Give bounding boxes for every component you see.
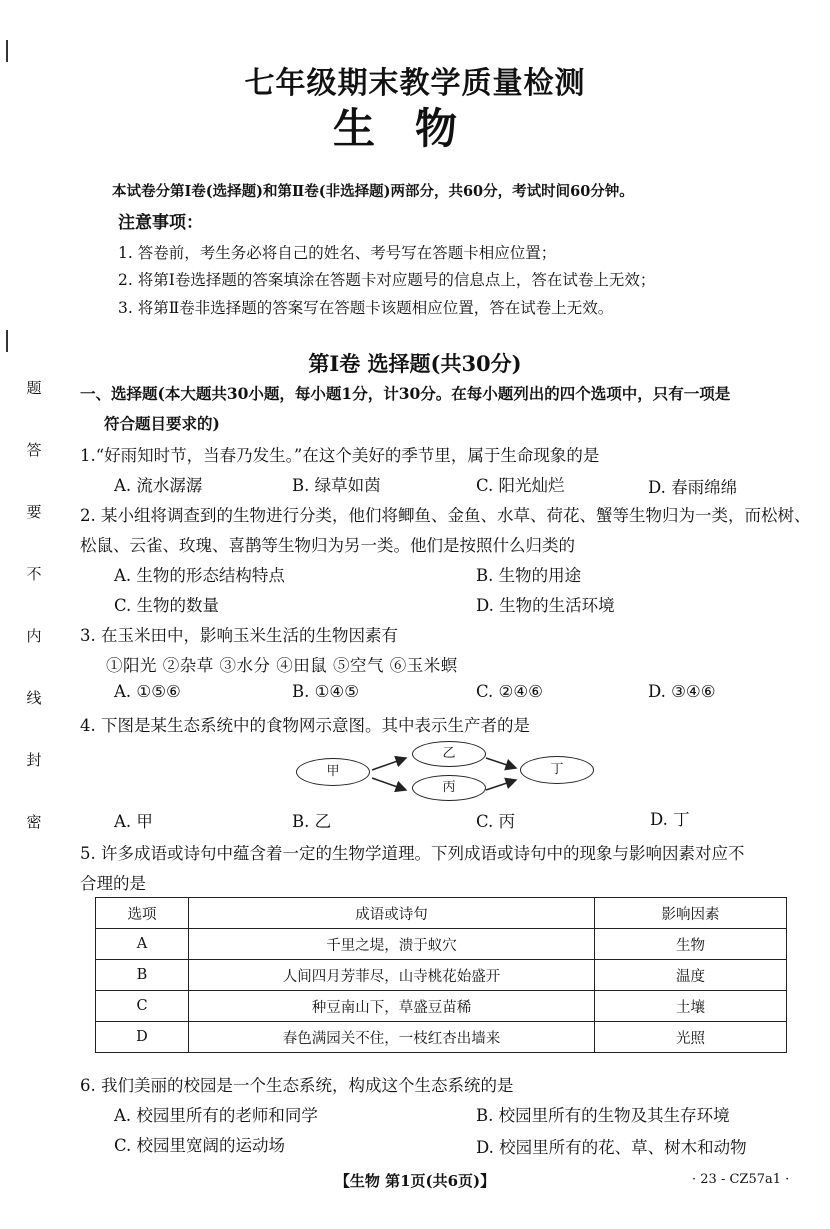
paper-code: · 23 - CZ57a1 · — [692, 1172, 790, 1187]
table-header-row — [96, 898, 787, 929]
table-cell: C — [96, 991, 189, 1022]
table-row — [96, 991, 787, 1022]
question-stem: 松鼠、云雀、玫瑰、喜鹊等生物归为另一类。他们是按照什么归类的 — [80, 536, 575, 555]
table-cell: B — [96, 960, 189, 991]
exam-intro: 本试卷分第Ⅰ卷(选择题)和第Ⅱ卷(非选择题)两部分，共60分，考试时间60分钟。 — [112, 183, 634, 200]
instruction-line: 一、选择题(本大题共30小题，每小题1分，计30分。在每小题列出的四个选项中，只有一项是 — [80, 384, 731, 403]
table-row — [96, 960, 787, 991]
table-cell: 温度 — [595, 960, 787, 991]
notes-title: 注意事项： — [118, 213, 203, 233]
seal-char: 题 — [26, 379, 42, 397]
food-web-node-yi: 乙 — [412, 741, 486, 767]
seal-char: 内 — [26, 627, 42, 645]
table-cell: D — [96, 1022, 189, 1053]
question-stem: 1.“好雨知时节，当春乃发生。”在这个美好的季节里，属于生命现象的是 — [80, 446, 600, 465]
table-cell: A — [96, 929, 189, 960]
option: A. ①⑤⑥ — [114, 682, 181, 701]
instruction-line: 符合题目要求的) — [104, 414, 220, 433]
option: B. 生物的用途 — [476, 566, 582, 585]
seal-line-label — [26, 380, 42, 876]
seal-char: 不 — [26, 565, 42, 583]
table-cell: 种豆南山下，草盛豆苗稀 — [189, 991, 595, 1022]
question-stem: 3. 在玉米田中，影响玉米生活的生物因素有 — [80, 626, 398, 645]
food-web-node-bing: 丙 — [412, 775, 486, 801]
table-cell: 千里之堤，溃于蚁穴 — [189, 929, 595, 960]
seal-char: 要 — [26, 503, 42, 521]
option: D. ③④⑥ — [648, 682, 716, 701]
seal-char: 封 — [26, 751, 42, 769]
option: B. 乙 — [292, 812, 332, 831]
table-cell: 土壤 — [595, 991, 787, 1022]
option: C. 阳光灿烂 — [476, 476, 565, 495]
seal-char: 密 — [26, 813, 42, 831]
seal-char: 答 — [26, 441, 42, 459]
option: D. 生物的生活环境 — [476, 596, 615, 615]
note-item: 3. 将第Ⅱ卷非选择题的答案写在答题卡该题相应位置，答在试卷上无效。 — [118, 299, 614, 317]
option: C. 丙 — [476, 812, 516, 831]
table-header: 影响因素 — [595, 898, 787, 929]
option: B. ①④⑤ — [292, 682, 359, 701]
option: A. 生物的形态结构特点 — [114, 566, 285, 585]
note-item: 1. 答卷前，考生务必将自己的姓名、考号写在答题卡相应位置； — [118, 244, 557, 262]
factor-list: ①阳光 ②杂草 ③水分 ④田鼠 ⑤空气 ⑥玉米螟 — [106, 656, 458, 675]
option: A. 流水潺潺 — [114, 476, 203, 495]
food-web-node-jia: 甲 — [296, 758, 370, 786]
option: D. 春雨绵绵 — [648, 478, 738, 497]
table-row — [96, 1022, 787, 1053]
option: C. 校园里宽阔的运动场 — [114, 1136, 286, 1155]
option: C. 生物的数量 — [114, 596, 220, 615]
table-row — [96, 929, 787, 960]
question-stem: 4. 下图是某生态系统中的食物网示意图。其中表示生产者的是 — [80, 716, 530, 735]
seal-char: 线 — [26, 689, 42, 707]
table-cell: 光照 — [595, 1022, 787, 1053]
option: A. 甲 — [114, 812, 153, 831]
table-header: 成语或诗句 — [189, 898, 595, 929]
table-header: 选项 — [96, 898, 189, 929]
option: D. 丁 — [650, 810, 690, 829]
table-cell: 人间四月芳菲尽，山寺桃花始盛开 — [189, 960, 595, 991]
page-footer: 【生物 第1页(共6页)】 — [334, 1172, 496, 1190]
food-web-node-ding: 丁 — [520, 756, 594, 784]
question-stem: 合理的是 — [80, 874, 146, 893]
option: D. 校园里所有的花、草、树木和动物 — [476, 1138, 747, 1157]
option: A. 校园里所有的老师和同学 — [114, 1106, 318, 1125]
note-item: 2. 将第Ⅰ卷选择题的答案填涂在答题卡对应题号的信息点上，答在试卷上无效； — [118, 271, 656, 289]
question-stem: 2. 某小组将调查到的生物进行分类，他们将鲫鱼、金鱼、水草、荷花、蟹等生物归为一类，而松树、 — [80, 506, 811, 525]
table-cell: 春色满园关不住，一枝红杏出墙来 — [189, 1022, 595, 1053]
option: B. 绿草如茵 — [292, 476, 381, 495]
option: C. ②④⑥ — [476, 682, 543, 701]
table-cell: 生物 — [595, 929, 787, 960]
question-stem: 6. 我们美丽的校园是一个生态系统，构成这个生态系统的是 — [80, 1076, 514, 1095]
option: B. 校园里所有的生物及其生存环境 — [476, 1106, 730, 1125]
idiom-factor-table — [95, 897, 787, 1053]
section-title: 第Ⅰ卷 选择题(共30分) — [308, 351, 522, 376]
exam-title: 七年级期末教学质量检测 — [244, 66, 586, 101]
question-stem: 5. 许多成语或诗句中蕴含着一定的生物学道理。下列成语或诗句中的现象与影响因素对应不 — [80, 844, 745, 863]
subject-title: 生物 — [332, 104, 497, 153]
